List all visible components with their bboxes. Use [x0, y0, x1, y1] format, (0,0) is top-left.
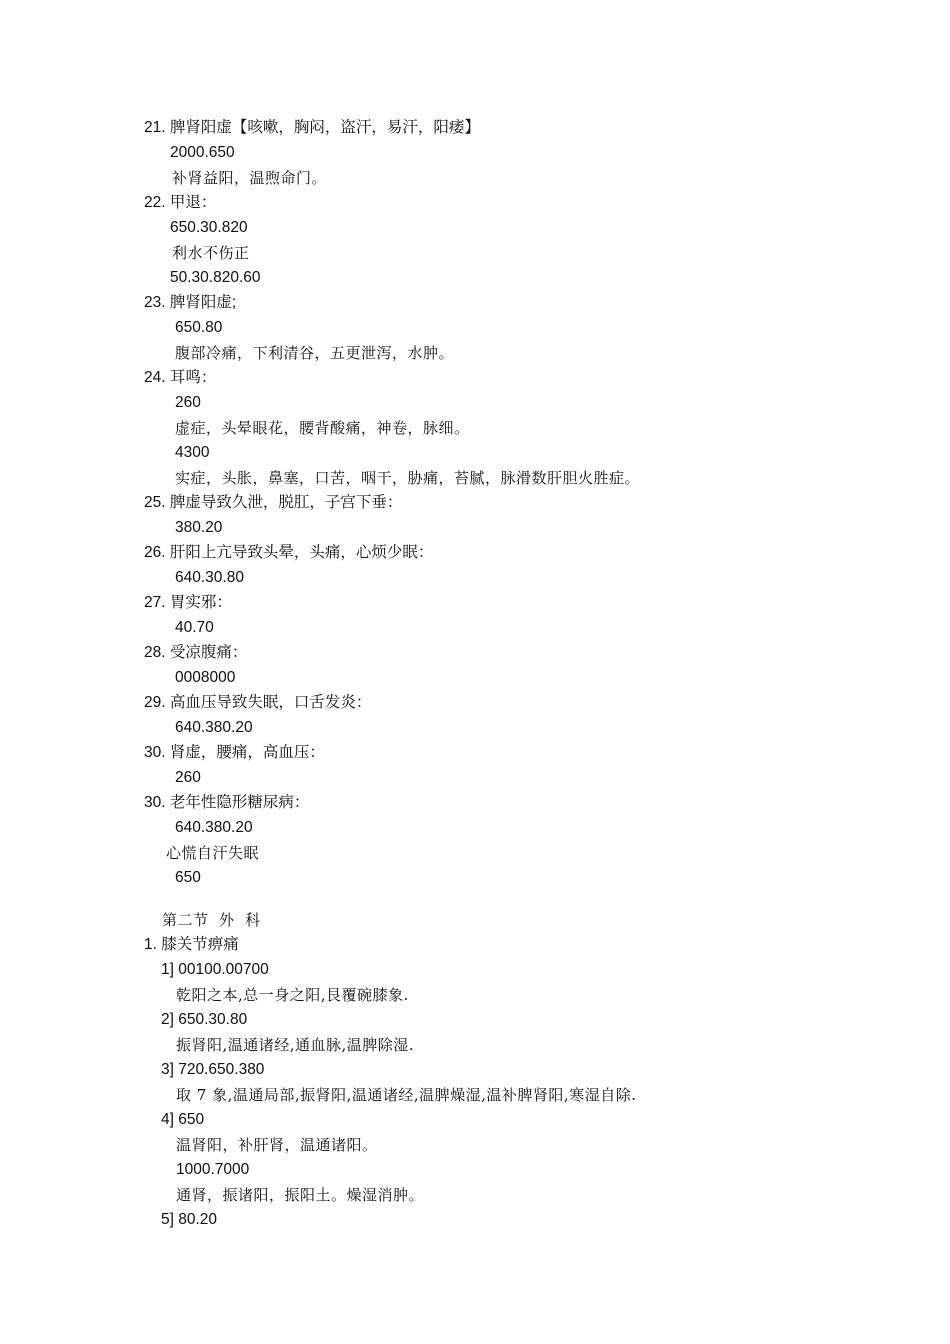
item-1-2-code: 2] 650.30.80: [161, 1011, 248, 1028]
entry-24-code-2: 4300: [175, 444, 210, 461]
entry-26-code: 640.30.80: [175, 569, 244, 586]
entry-30-heading: 30. 肾虚，腰痛，高血压：: [144, 744, 325, 761]
item-1-4-note: 温肾阳，补肝肾，温通诸阳。: [176, 1136, 378, 1154]
entry-24-code: 260: [175, 394, 201, 411]
entry-26-heading: 26. 肝阳上亢导致头晕，头痛，心烦少眠：: [144, 544, 434, 561]
entry-28-code: 0008000: [175, 669, 236, 686]
item-1-3-code: 3] 720.650.380: [161, 1061, 265, 1078]
item-1-2-note: 振肾阳,温通诸经,通血脉,温脾除湿.: [176, 1036, 415, 1054]
entry-30b-code: 640.380.20: [175, 819, 253, 836]
item-1-4-code-2: 1000.7000: [176, 1161, 250, 1178]
item-1-1-note: 乾阳之本,总一身之阳,艮覆碗膝象.: [176, 986, 409, 1004]
entry-23-code: 650.80: [175, 319, 223, 336]
entry-24-heading: 24. 耳鸣：: [144, 369, 217, 386]
entry-22-heading: 22. 甲退：: [144, 194, 217, 211]
entry-24-note: 虚症，头晕眼花，腰背酸痛，神卷，脉细。: [175, 419, 470, 437]
entry-23-note: 腹部冷痛，下利清谷，五更泄泻，水肿。: [175, 344, 455, 362]
entry-30b-heading: 30. 老年性隐形糖尿病：: [144, 794, 310, 811]
entry-22-code-2: 50.30.820.60: [170, 269, 261, 286]
entry-21-heading: 21. 脾肾阳虚【咳嗽，胸闷，盗汗，易汗，阳痿】: [144, 119, 480, 136]
item-1-3-note: 取 7 象,温通局部,振肾阳,温通诸经,温脾燥湿,温补脾肾阳,寒湿自除.: [176, 1086, 637, 1104]
entry-29-code: 640.380.20: [175, 719, 253, 736]
item-1-1-code: 1] 00100.00700: [161, 961, 269, 978]
entry-28-heading: 28. 受凉腹痛：: [144, 644, 248, 661]
section-title: 第二节 外 科: [162, 911, 261, 929]
entry-30b-note: 心慌自汗失眠: [166, 844, 260, 862]
item-1-5-code: 5] 80.20: [161, 1211, 218, 1228]
item-1-heading: 1. 膝关节痹痛: [144, 936, 239, 953]
entry-22-note: 利水不伤正: [172, 244, 250, 262]
entry-29-heading: 29. 高血压导致失眠，口舌发炎：: [144, 694, 372, 711]
entry-27-code: 40.70: [175, 619, 214, 636]
entry-21-note: 补肾益阳，温煦命门。: [172, 169, 328, 187]
entry-27-heading: 27. 胃实邪：: [144, 594, 232, 611]
entry-22-code: 650.30.820: [170, 219, 248, 236]
entry-30-code: 260: [175, 769, 201, 786]
item-1-4-note-2: 通肾，振诸阳，振阳土。燥湿消肿。: [176, 1186, 425, 1204]
entry-24-note-2: 实症，头胀，鼻塞，口苦，咽干，胁痛，苔腻，脉滑数肝胆火胜症。: [175, 469, 641, 487]
entry-25-code: 380.20: [175, 519, 223, 536]
entry-21-code: 2000.650: [170, 144, 235, 161]
entry-25-heading: 25. 脾虚导致久泄，脱肛，子宫下垂：: [144, 494, 403, 511]
entry-30b-code-2: 650: [175, 869, 201, 886]
entry-23-heading: 23. 脾肾阳虚;: [144, 294, 237, 311]
item-1-4-code: 4] 650: [161, 1111, 205, 1128]
